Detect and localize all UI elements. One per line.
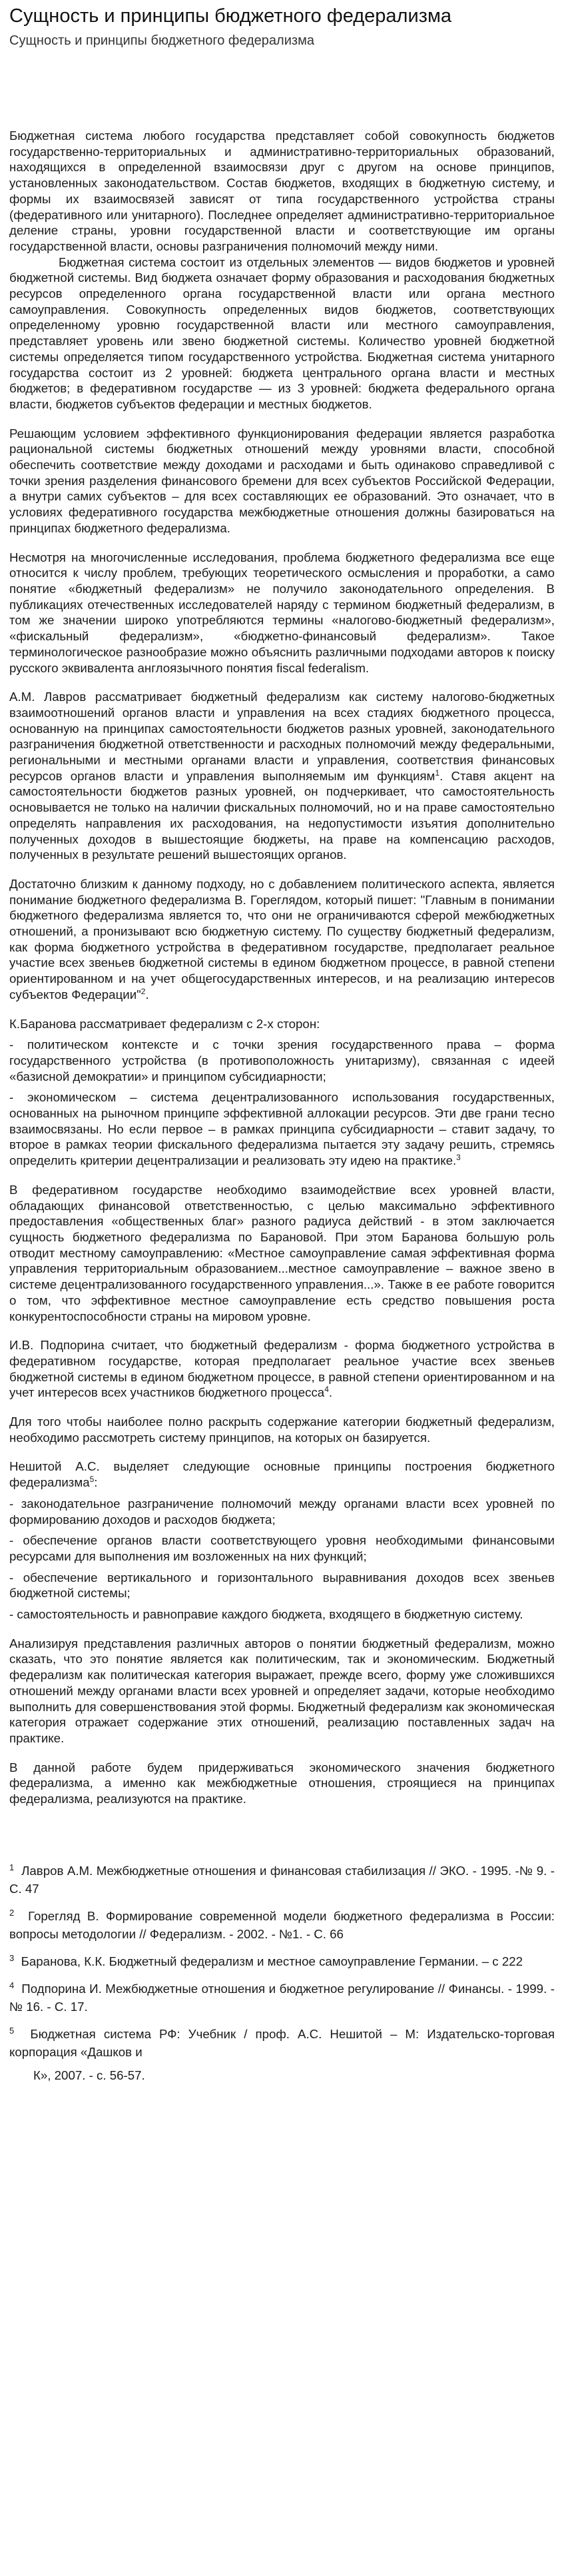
footnote-1 (9, 1862, 555, 1898)
paragraph-neshitoy (9, 1459, 555, 1490)
list-item-economic-text: - экономическом – система децентрализованного использования государственных, основанных на рыночном принципе эффективной аллокации ресурсов. Эти две грани тесно взаимосвязаны. Но если первое – в рамках принципа субсидиарности – ставит задачу, то второе в рамках теории фискального федерализма пытается эту задачу решить, стремясь определить критерии децентрализации и реализовать эту идею на практике. (9, 1090, 555, 1168)
paragraph-podporina-text-b: . (328, 1385, 333, 1400)
page-title: Сущность и принципы бюджетного федерализма (9, 5, 452, 27)
paragraph-lavrov-text-a: А.М. Лавров рассматривает бюджетный федерализм как систему налогово-бюджетных взаимоотношений органов власти и управления на всех стадиях бюджетного процесса, основанную на принципах самостоятельности бюджетов разных уровней, законодательного разграничения бюджетной ответственности и расходных полномочий между федеральными, региональными и местными органами власти и управления, соответствия финансовых ресурсов органов власти и управления выполняемым им функциям (9, 690, 555, 783)
footnote-5 (9, 2025, 555, 2061)
list-item-principle-1: - законодательное разграничение полномочий между органами власти всех уровней по формированию доходов и расходов бюджета; (9, 1496, 555, 1527)
footnotes-section (9, 1862, 555, 2084)
paragraph-lavrov (9, 689, 555, 863)
paragraph-neshitoy-text-b: : (94, 1475, 98, 1490)
footnote-2 (9, 1907, 555, 1943)
footnote-mark-5[interactable]: 5 (89, 1474, 95, 1484)
footnote-1-text: Лавров А.М. Межбюджетные отношения и финансовая стабилизация // ЭКО. - 1995. -№ 9. - С. 47 (9, 1863, 555, 1896)
footnote-5-mark: 5 (9, 2025, 15, 2036)
footnote-2-mark: 2 (9, 1907, 15, 1918)
footnote-2-text: Горегляд В. Формирование современной модели бюджетного федерализма в России: вопросы методологии // Федерализм. - 2002. - №1. - С. 66 (9, 1908, 555, 1941)
article-body (0, 49, 564, 2084)
paragraph-podporina (9, 1337, 555, 1401)
paragraph-intro: Бюджетная система любого государства представляет собой совокупность бюджетов государственно-территориальных и административно-территориальных образований, находящихся в определенной взаимосвязи друг с другом на основе принципов, установленных законодательством. Состав бюджетов, входящих в бюджетную систему, и формы их взаимосвязей зависят от типа государственного устройства страны (федеративного или унитарного). Последнее определяет административно-территориальное деление страны, уровни государственной власти и соответствующие им органы государственной власти, основы разграничения полномочий между ними. (9, 129, 555, 253)
paragraph-lavrov-text-b: . Ставя акцент на самостоятельности бюджетов разных уровней, он подчеркивает, что самостоятельность основывается не только на наличии фискальных полномочий, но и на праве самостоятельно определять направления их расходования, на недопустимости изъятия дополнительно полученных доходов в вышестоящие бюджеты, на праве на компенсацию расходов, полученных в результате решений вышестоящих органов. (9, 768, 555, 862)
paragraph-budget-system: Бюджетная система состоит из отдельных элементов — видов бюджетов и уровней бюджетной системы. Вид бюджета означает форму образования и расходования бюджетных ресурсов определенного органа государственной власти или органа местного самоуправления. Совокупность определенных видов бюджетов, соответствующих определенному уровню государственной власти или местного самоуправления, представляет уровень или звено бюджетной системы. Количество уровней бюджетной системы определяется типом государственного устройства. Бюджетная система унитарного государства состоит из 2 уровней: бюджета центрального органа власти и местных бюджетов; в федеративном государстве — из 3 уровней: бюджета федерального органа власти, бюджетов субъектов федерации и местных бюджетов. (9, 255, 555, 411)
paragraph-condition: Решающим условием эффективного функционирования федерации является разработка рациональной системы бюджетных отношений между уровнями власти, способной обеспечить соответствие между доходами и расходами и быть одинаково справедливой с точки зрения разделения финансового бремени для всех субъектов Российской Федерации, а внутри самих субъектов – для всех составляющих ее образований. Это означает, что в условиях федеративного государства межбюджетные отношения должны базироваться на принципах бюджетного федерализма. (9, 426, 555, 535)
footnote-4-text: Подпорина И. Межбюджетные отношения и бюджетное регулирование // Финансы. - 1999. - № 16. - С. 17. (9, 1981, 555, 2014)
list-item-economic (9, 1089, 555, 1169)
paragraph-baranova-intro: К.Баранова рассматривает федерализм с 2-х сторон: (9, 1016, 320, 1031)
list-item-principle-3: - обеспечение вертикального и горизонтального выравнивания доходов всех звеньев бюджетной системы; (9, 1570, 555, 1601)
footnote-1-mark: 1 (9, 1862, 15, 1872)
footnote-4-mark: 4 (9, 1980, 15, 1990)
list-item-political: - политическом контексте и с точки зрения государственного права – форма государственного устройства (в противоположность унитаризму), связанная с идеей «базисной демократии» и принципом субсидиарности; (9, 1037, 555, 1083)
paragraph-goreglyad (9, 876, 555, 1003)
footnote-3-mark: 3 (9, 1952, 15, 1963)
footnote-3 (9, 1952, 555, 1970)
footnote-5-text: Бюджетная система РФ: Учебник / проф. А.С. Нешитой – М: Издательско-торговая корпорация «Дашков и (9, 2026, 555, 2059)
paragraph-podporina-text-a: И.В. Подпорина считает, что бюджетный федерализм - форма бюджетного устройства в федеративном государстве, которая предполагает реальное участие всех звеньев бюджетной системы в едином бюджетном процессе, в равной степени ориентированном и на учет интересов всех участников бюджетного процесса (9, 1338, 555, 1400)
footnote-4 (9, 1980, 555, 2016)
paragraph-neshitoy-text-a: Нешитой А.С. выделяет следующие основные принципы построения бюджетного федерализма (9, 1459, 555, 1490)
list-item-principle-2: - обеспечение органов власти соответствующего уровня необходимыми финансовыми ресурсами для выполнения им возложенных на них функций; (9, 1533, 555, 1563)
list-item-principle-4: - самостоятельность и равноправие каждого бюджета, входящего в бюджетную систему. (9, 1607, 523, 1622)
paragraph-goreglyad-text-a: Достаточно близким к данному подходу, но с добавлением политического аспекта, является понимание бюджетного федерализма В. Гореглядом, который пишет: "Главным в понимании бюджетного федерализма является то, что они не ограничиваются сферой межбюджетных отношений, а пронизывают всю бюджетную систему. По существу бюджетный федерализм, как форма бюджетного устройства в федеративном государстве, предполагает реальное участие всех звеньев бюджетной системы в едином бюджетном процессе, в равной степени ориентированном и на учет общегосударственных интересов, и на реализацию интересов субъектов Федерации" (9, 876, 555, 1001)
footnote-5-continuation: К», 2007. - с. 56-57. (33, 2068, 145, 2082)
paragraph-goreglyad-text-b: . (145, 987, 149, 1001)
paragraph-federal-state: В федеративном государстве необходимо взаимодействие всех уровней власти, обладающих финансовой ответственностью, с целью максимально эффективного предоставления «общественных благ» разного радиуса действий - в этом заключается сущность бюджетного федерализма по Барановой. При этом Баранова большую роль отводит местному самоуправлению: «Местное самоуправление самая эффективная форма управления территориальным образованием...местное самоуправление – важное звено в системе децентрализованного государственного управления...». Также в ее работе говорится о том, что эффективное местное самоуправление есть средство повышения роста конкурентоспособности страны на мировом уровне. (9, 1182, 555, 1323)
footnote-mark-1[interactable]: 1 (435, 768, 440, 778)
footnote-3-text: Баранова, К.К. Бюджетный федерализм и местное самоуправление Германии. – с 222 (21, 1954, 523, 1968)
paragraph-conclusion: В данной работе будем придерживаться экономического значения бюджетного федерализма, а именно как межбюджетные отношения, строящиеся на принципах федерализма, реализуются на практике. (9, 1760, 555, 1806)
footnote-mark-2[interactable]: 2 (141, 986, 146, 996)
paragraph-principles-intro: Для того чтобы наиболее полно раскрыть содержание категории бюджетный федерализм, необходимо рассмотреть систему принципов, на которых он базируется. (9, 1415, 555, 1445)
footnote-mark-4[interactable]: 4 (324, 1385, 329, 1395)
footnote-mark-3[interactable]: 3 (456, 1152, 461, 1162)
paragraph-analysis: Анализируя представления различных авторов о понятии бюджетный федерализм, можно сказать, что это понятие является как политическим, так и экономическим. Бюджетный федерализм как политическая категория выражает, прежде всего, форму уже сложившихся отношений между органами власти всех уровней и определяет задачи, которые необходимо выполнить для совершенствования этой формы. Бюджетный федерализм как экономическая категория отражает содержание этих отношений, реализацию поставленных задач на практике. (9, 1636, 555, 1745)
page-subtitle: Сущность и принципы бюджетного федерализма (9, 33, 314, 48)
paragraph-research: Несмотря на многочисленные исследования, проблема бюджетного федерализма все еще относится к числу проблем, требующих теоретического осмысления и проработки, а само понятие «бюджетный федерализм» не получило законодательного определения. В публикациях отечественных исследователей наряду с термином бюджетный федерализм, в том же значении широко употребляются термины «налогово-бюджетный федерализм», «фискальный федерализм», «бюджетно-финансовый федерализм». Такое терминологическое разнообразие можно объяснить различными подходами авторов к поиску русского эквивалента англоязычного понятия fiscal federalism. (9, 550, 555, 675)
